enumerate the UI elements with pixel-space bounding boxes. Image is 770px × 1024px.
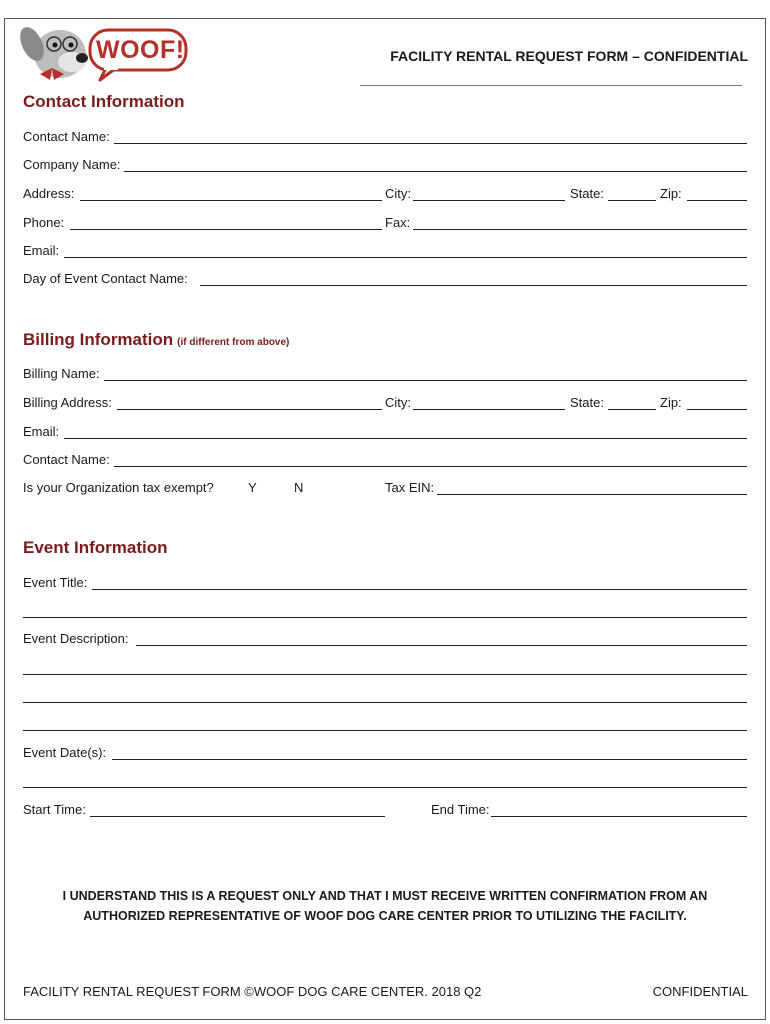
- disclaimer-line-2: AUTHORIZED REPRESENTATIVE OF WOOF DOG CARE CENTER PRIOR TO UTILIZING THE FACILITY.: [83, 909, 687, 923]
- billing-city-label: City:: [385, 395, 411, 410]
- event-description-line-4[interactable]: [23, 730, 747, 731]
- phone-field[interactable]: [70, 229, 382, 230]
- event-description-line-3[interactable]: [23, 702, 747, 703]
- billing-zip-label: Zip:: [660, 395, 682, 410]
- billing-zip-field[interactable]: [687, 409, 747, 410]
- footer-confidential: CONFIDENTIAL: [652, 984, 748, 999]
- form-title: FACILITY RENTAL REQUEST FORM – CONFIDENTIAL: [390, 48, 748, 64]
- tax-ein-label: Tax EIN:: [385, 480, 435, 495]
- logo-text: WOOF!: [96, 36, 185, 64]
- fax-field[interactable]: [413, 229, 747, 230]
- start-time-label: Start Time:: [23, 802, 86, 817]
- state-label: State:: [570, 186, 604, 201]
- tax-ein-field[interactable]: [437, 494, 747, 495]
- contact-name-field[interactable]: [114, 143, 747, 144]
- footer-copyright: FACILITY RENTAL REQUEST FORM ©WOOF DOG CARE CENTER. 2018 Q2: [23, 984, 482, 999]
- disclaimer-line-1: I UNDERSTAND THIS IS A REQUEST ONLY AND THAT I MUST RECEIVE WRITTEN CONFIRMATION FROM AN: [62, 889, 708, 903]
- title-divider: [360, 85, 742, 86]
- event-description-label: Event Description:: [23, 631, 129, 646]
- state-field[interactable]: [608, 200, 656, 201]
- end-time-label: End Time:: [431, 802, 490, 817]
- billing-address-field[interactable]: [117, 409, 382, 410]
- start-time-field[interactable]: [90, 816, 385, 817]
- contact-section-heading: Contact Information: [23, 92, 185, 111]
- billing-heading-text: Billing Information: [23, 330, 174, 349]
- event-section-heading: Event Information: [23, 538, 168, 557]
- billing-name-label: Billing Name:: [23, 366, 100, 381]
- billing-address-label: Billing Address:: [23, 395, 112, 410]
- billing-contact-name-field[interactable]: [114, 466, 747, 467]
- woof-logo: [20, 22, 190, 84]
- email-field[interactable]: [64, 257, 747, 258]
- billing-heading-note: (if different from above): [177, 337, 290, 348]
- contact-name-label: Contact Name:: [23, 129, 110, 144]
- email-label: Email:: [23, 243, 60, 258]
- billing-section-heading: [23, 330, 289, 350]
- address-field[interactable]: [80, 200, 382, 201]
- request-disclaimer: [30, 886, 740, 926]
- event-dates-line-2[interactable]: [23, 787, 747, 788]
- city-field[interactable]: [413, 200, 565, 201]
- address-label: Address:: [23, 186, 75, 201]
- tax-exempt-question: Is your Organization tax exempt?: [23, 480, 214, 495]
- end-time-field[interactable]: [491, 816, 747, 817]
- phone-label: Phone:: [23, 215, 65, 230]
- billing-email-field[interactable]: [64, 438, 747, 439]
- event-dates-label: Event Date(s):: [23, 745, 107, 760]
- day-of-event-contact-label: Day of Event Contact Name:: [23, 271, 188, 286]
- event-description-line-2[interactable]: [23, 674, 747, 675]
- fax-label: Fax:: [385, 215, 411, 230]
- billing-city-field[interactable]: [413, 409, 565, 410]
- company-name-label: Company Name:: [23, 157, 121, 172]
- zip-field[interactable]: [687, 200, 747, 201]
- event-dates-field[interactable]: [112, 759, 747, 760]
- billing-state-field[interactable]: [608, 409, 656, 410]
- billing-email-label: Email:: [23, 424, 60, 439]
- tax-exempt-yes-option[interactable]: Y: [248, 480, 257, 495]
- day-of-event-contact-field[interactable]: [200, 285, 747, 286]
- city-label: City:: [385, 186, 411, 201]
- company-name-field[interactable]: [124, 171, 747, 172]
- billing-state-label: State:: [570, 395, 604, 410]
- event-title-field[interactable]: [92, 589, 747, 590]
- billing-name-field[interactable]: [104, 380, 747, 381]
- event-title-field-continued[interactable]: [23, 617, 747, 618]
- billing-contact-name-label: Contact Name:: [23, 452, 110, 467]
- tax-exempt-no-option[interactable]: N: [294, 480, 304, 495]
- zip-label: Zip:: [660, 186, 682, 201]
- event-title-label: Event Title:: [23, 575, 88, 590]
- event-description-field[interactable]: [136, 645, 747, 646]
